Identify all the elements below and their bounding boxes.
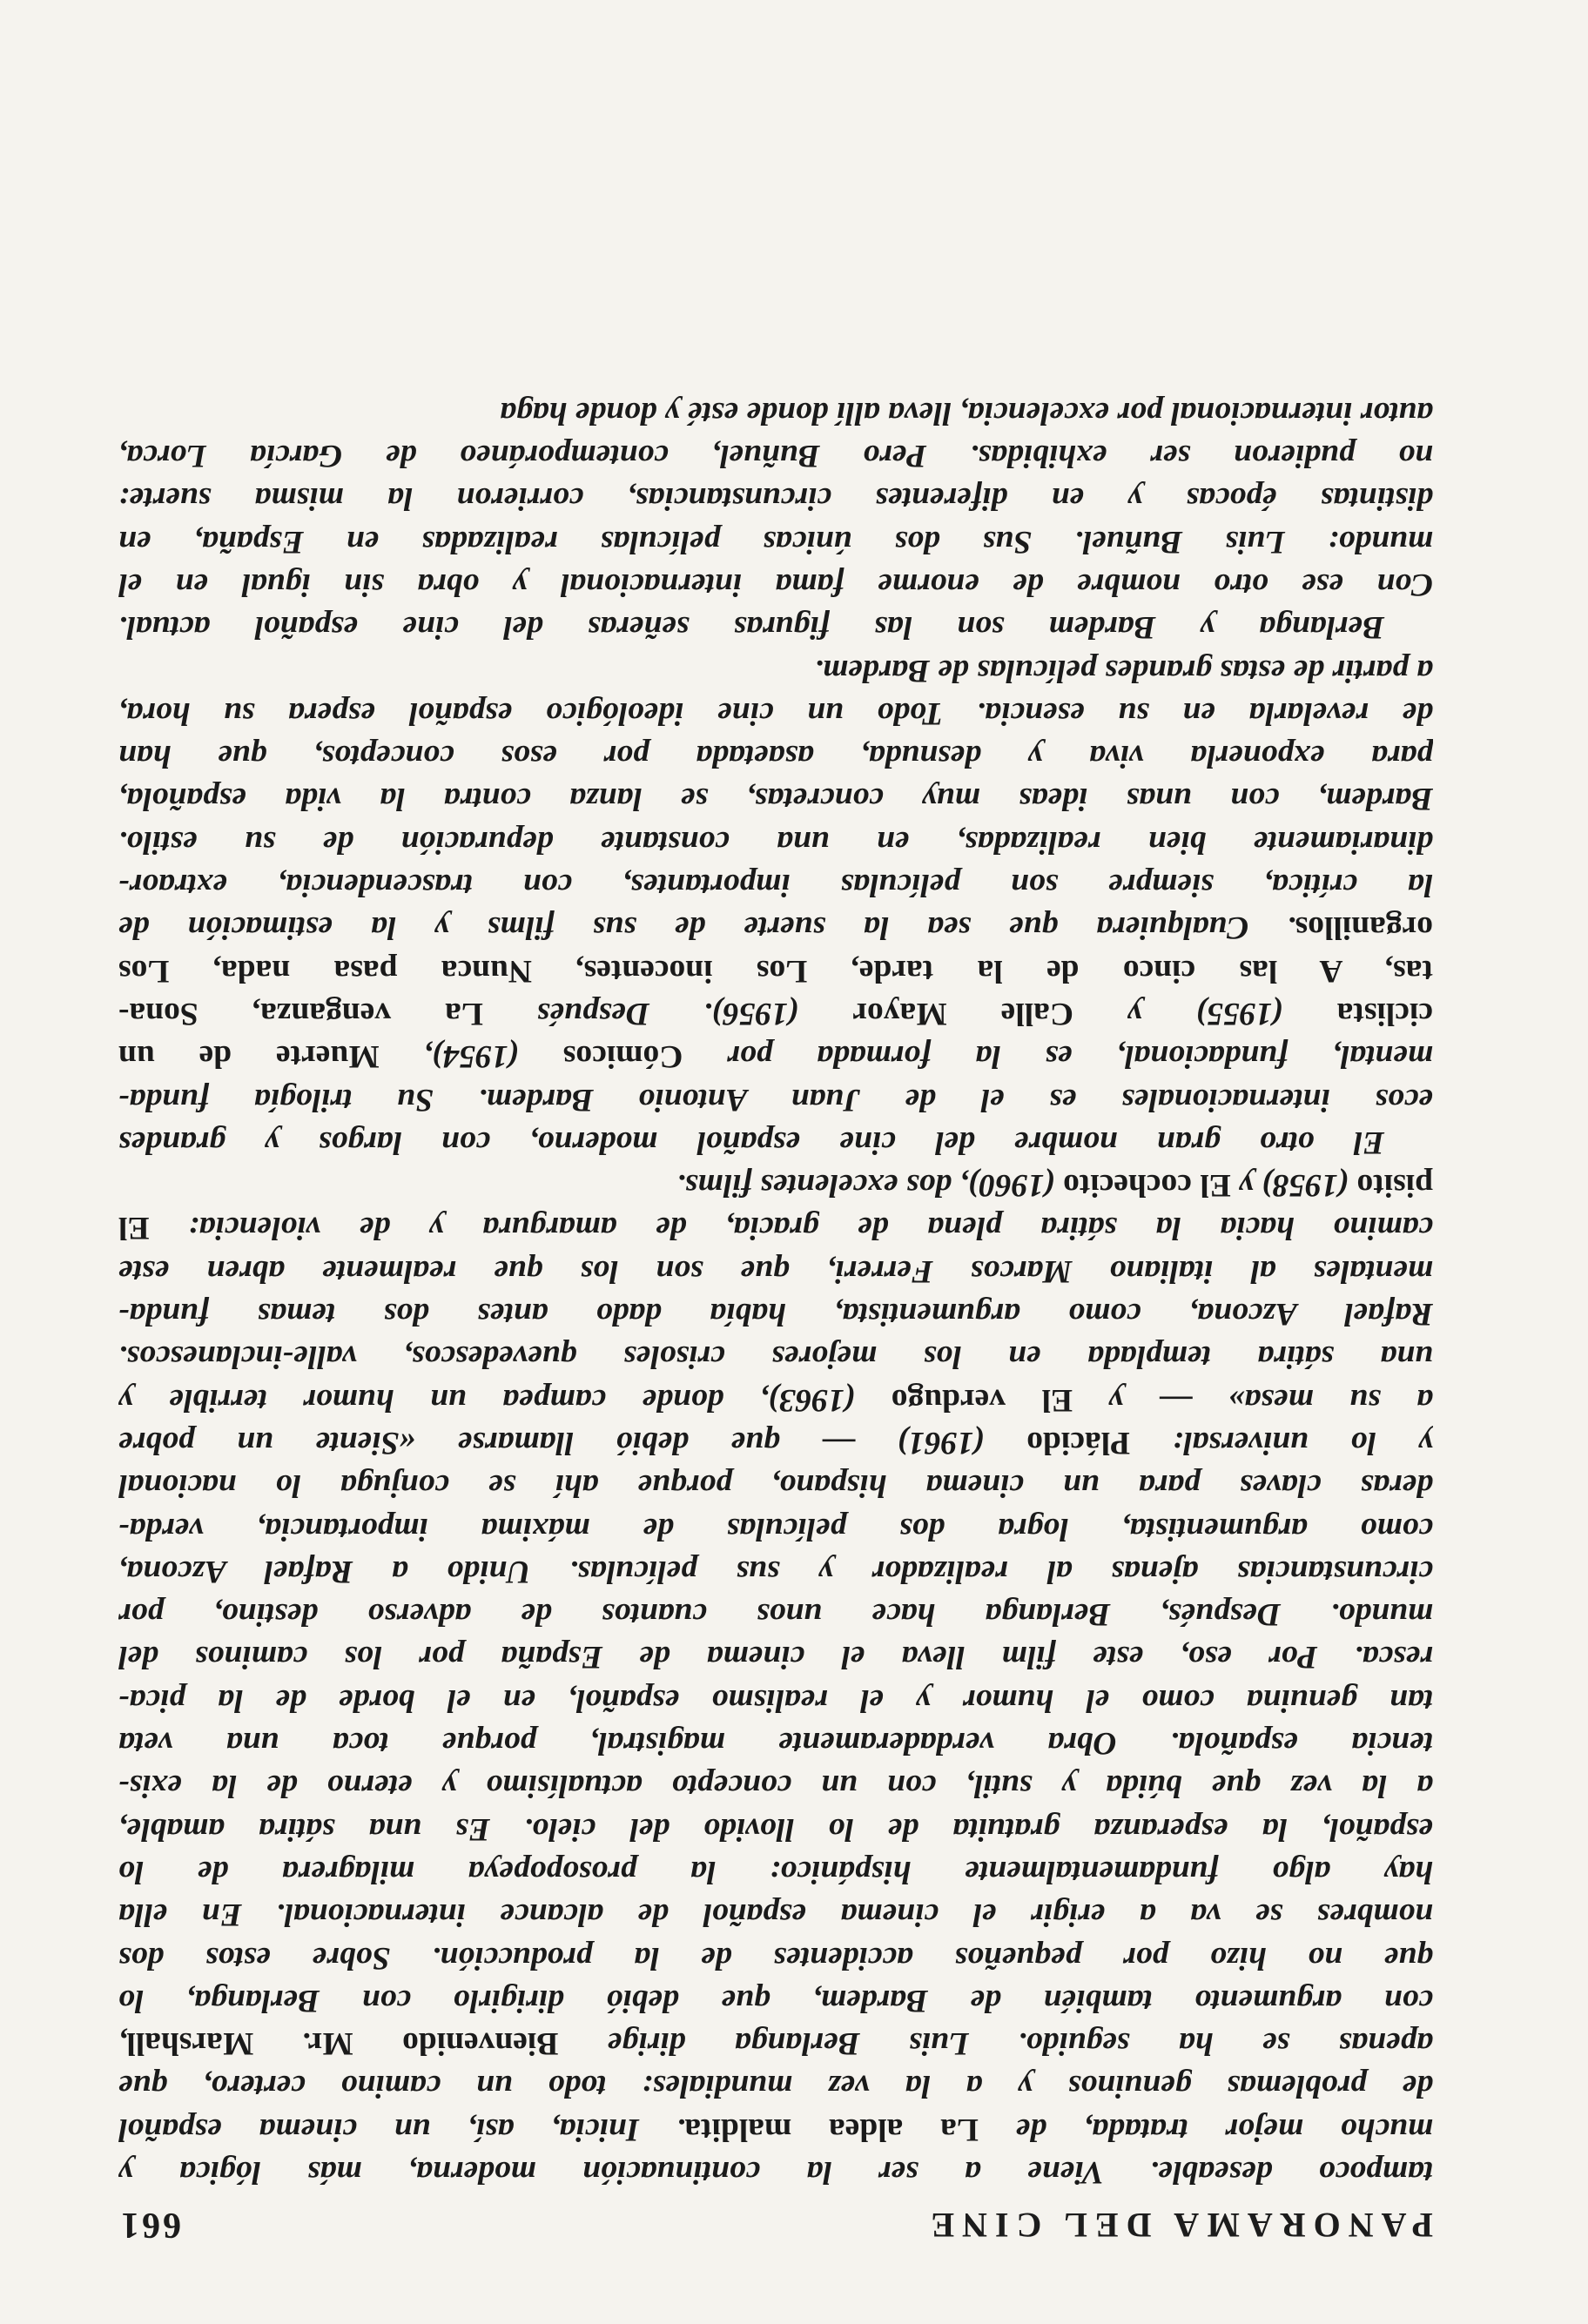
title-text: El verdugo [891, 1381, 1073, 1418]
text-line [118, 1764, 1433, 1807]
italic-text: dinariamente bien realizadas, en una constante depuración de su estilo. [118, 823, 1433, 860]
italic-text: a la vez que búida y sutil, con un concepto actualísimo y eterno de la exis- [118, 1768, 1433, 1804]
text-line [118, 735, 1433, 777]
text-line [118, 692, 1433, 735]
text-line [118, 906, 1433, 949]
italic-text: apenas se ha seguido. Luis Berlanga dirige [558, 2025, 1433, 2062]
italic-text: circunstancias ajenas al realizador y sus películas. Unido a Rafael Azcona, [118, 1553, 1433, 1589]
italic-text: , [118, 2025, 127, 2062]
text-line [118, 777, 1433, 820]
text-line [118, 477, 1433, 520]
text-line [118, 1979, 1433, 2022]
italic-text: no pudieron ser exhibidas. Pero Buñuel, contemporáneo de García Lorca, [118, 438, 1433, 474]
italic-text: ecos internacionales es el de Juan Antonio Bardem. Su trilogía funda- [118, 1081, 1433, 1118]
text-line [118, 606, 1433, 648]
italic-text: de problemas genuinos y a la vez mundiales: todo un camino certero, que [118, 2068, 1433, 2105]
italic-text: distintas épocas y en diferentes circunstancias, corrieron la misma suerte: [118, 480, 1433, 517]
text-line [118, 1164, 1433, 1206]
text-line [118, 992, 1433, 1035]
text-line [118, 1421, 1433, 1464]
text-line [118, 563, 1433, 606]
title-text: La venganza, Sona- [118, 995, 483, 1031]
italic-text: (1954), [379, 1038, 563, 1075]
italic-text: a partir de estas grandes películas de Bardem. [814, 652, 1433, 688]
italic-text: nombres se va a erigir el cinema español de alcance internacional. En ella [118, 1897, 1433, 1933]
italic-text: tencia española. Obra verdaderamente magistral, porque toca una veta [118, 1725, 1433, 1762]
italic-text: (1963), donde campea un humor terrible y [118, 1381, 892, 1418]
text-line [118, 1464, 1433, 1507]
text-line [118, 648, 1433, 691]
text-line [118, 1121, 1433, 1164]
running-head [118, 2193, 1433, 2254]
text-line [118, 1936, 1433, 1978]
title-text: pisito [1356, 1167, 1433, 1204]
text-line [118, 1636, 1433, 1678]
italic-text: una sátira templada en los mejores crisoles quevedescos, valle-inclanescos. [118, 1339, 1433, 1375]
italic-text: que no hizo por pequeños accidentes de la producción. Sobre estos dos [118, 1939, 1433, 1976]
page-number: 661 [118, 2205, 181, 2245]
italic-text: Rafael Azcona, como argumentista, había dado antes dos temas funda- [118, 1296, 1433, 1333]
text-line [118, 1507, 1433, 1549]
text-line [118, 392, 1433, 434]
italic-text: (1961) — que debió llamarse «Siente un pobre [118, 1424, 1027, 1461]
italic-text: tan genuina como el humor y el realismo español, en el borde de la pica- [118, 1682, 1433, 1718]
title-text: Muerte de un [118, 1038, 380, 1075]
running-title: PANORAMA DEL CINE [923, 2206, 1433, 2245]
text-line [118, 1893, 1433, 1936]
italic-text: Berlanga y Bardem son las figuras señeras del cine español actual. [118, 609, 1384, 646]
italic-text: resca. Por eso, este film lleva el cinema de España por los caminos del [118, 1639, 1433, 1676]
italic-text: con argumento también de Bardem, que debió dirigirlo con Berlanga, lo [118, 1982, 1433, 2018]
italic-text: autor internacional por excelencia, lleva allí donde esté y donde haga [500, 394, 1433, 431]
title-text: La aldea maldita [684, 2111, 979, 2147]
text-line [118, 520, 1433, 562]
text-line [118, 2022, 1433, 2065]
title-text: El [118, 1210, 150, 1246]
text-line [118, 821, 1433, 863]
italic-text: y lo universal: [1130, 1424, 1433, 1461]
text-line [118, 1078, 1433, 1120]
italic-text: la crítica, siempre son películas importantes, con trascendencia, extraor- [118, 867, 1433, 903]
title-text: organillos [1295, 910, 1433, 946]
italic-text: como argumentista, logra dos películas de máxima importancia, verda- [118, 1510, 1433, 1547]
text-line [118, 1722, 1433, 1764]
text-line [118, 1850, 1433, 1893]
title-text: Bienvenido Mr. Marshall [126, 2025, 559, 2062]
italic-text: hay algo fundamentalmente hispánico: la prosopopeya milagrera de lo [118, 1853, 1433, 1890]
italic-text: . Cualquiera que sea la suerte de sus films y la estimación de [118, 910, 1295, 946]
title-text: Plácido [1026, 1424, 1131, 1461]
italic-text: (1960), dos excelentes films. [676, 1167, 1064, 1204]
italic-text: camino hacia la sátira plena de gracia, de amargura y de violencia: [149, 1210, 1433, 1246]
text-line [118, 1335, 1433, 1378]
italic-text: (1955) y [1073, 995, 1337, 1031]
text-line [118, 1035, 1433, 1078]
italic-text: español, la esperanza gratuita de lo llovido del cielo. Es una sátira amable, [118, 1810, 1433, 1847]
italic-text: mundo: Luis Buñuel. Sus dos únicas películas realizadas en España, en [118, 523, 1433, 560]
title-text: Cómicos [562, 1038, 683, 1075]
text-line [118, 1550, 1433, 1593]
text-line [118, 2151, 1433, 2193]
text-line [118, 1593, 1433, 1636]
title-text: El cochecito [1063, 1167, 1231, 1204]
text-line [118, 434, 1433, 477]
text-line [118, 1206, 1433, 1249]
text-line [118, 1807, 1433, 1850]
text-line [118, 949, 1433, 991]
text-line [118, 1378, 1433, 1421]
italic-text: deras claves para un cinema hispano, porque ahí se conjuga lo nacional [118, 1468, 1433, 1504]
italic-text: (1958) y [1230, 1167, 1357, 1204]
text-line [118, 1678, 1433, 1721]
italic-text: mental, fundacional, es la formada por [683, 1038, 1433, 1075]
text-line [118, 2065, 1433, 2107]
italic-text: de revelarla en su esencia. Todo un cine ideológico español espera su hora, [118, 695, 1433, 731]
italic-text: Bardem, con unas ideas muy concretas, se lanza contra la vida española, [118, 781, 1433, 817]
body-text [118, 392, 1433, 2193]
text-line [118, 1249, 1433, 1292]
italic-text: . Inicia, así, un cinema español [118, 2111, 685, 2147]
italic-text: a su mesa» — y [1072, 1381, 1433, 1418]
title-text: tas, A las cinco de la tarde, Los inocentes, Nunca pasa nada, Los [118, 952, 1433, 989]
title-text: ciclista [1336, 995, 1433, 1031]
italic-text: El otro gran nombre del cine español moderno, con largos y grandes [118, 1124, 1384, 1160]
text-line [118, 1293, 1433, 1335]
italic-text: mucho mejor tratada, de [978, 2111, 1433, 2147]
italic-text: Con ese otro nombre de enorme fama internacional y obra sin igual en el [118, 567, 1433, 603]
text-line [118, 863, 1433, 906]
italic-text: tampoco deseable. Viene a ser la continuación moderna, más lógica y [118, 2154, 1433, 2190]
title-text: Calle Mayor [852, 995, 1073, 1031]
text-line [118, 2107, 1433, 2150]
italic-text: mundo. Después, Berlanga hace unos cuantos de adverso destino, por [118, 1596, 1433, 1633]
italic-text: mentales al italiano Marcos Ferreri, que son los que realmente abren este [118, 1253, 1433, 1289]
italic-text: (1956). Después [482, 995, 853, 1031]
italic-text: para exponerla viva y desnuda, asaetada por esos conceptos, que han [118, 738, 1433, 775]
